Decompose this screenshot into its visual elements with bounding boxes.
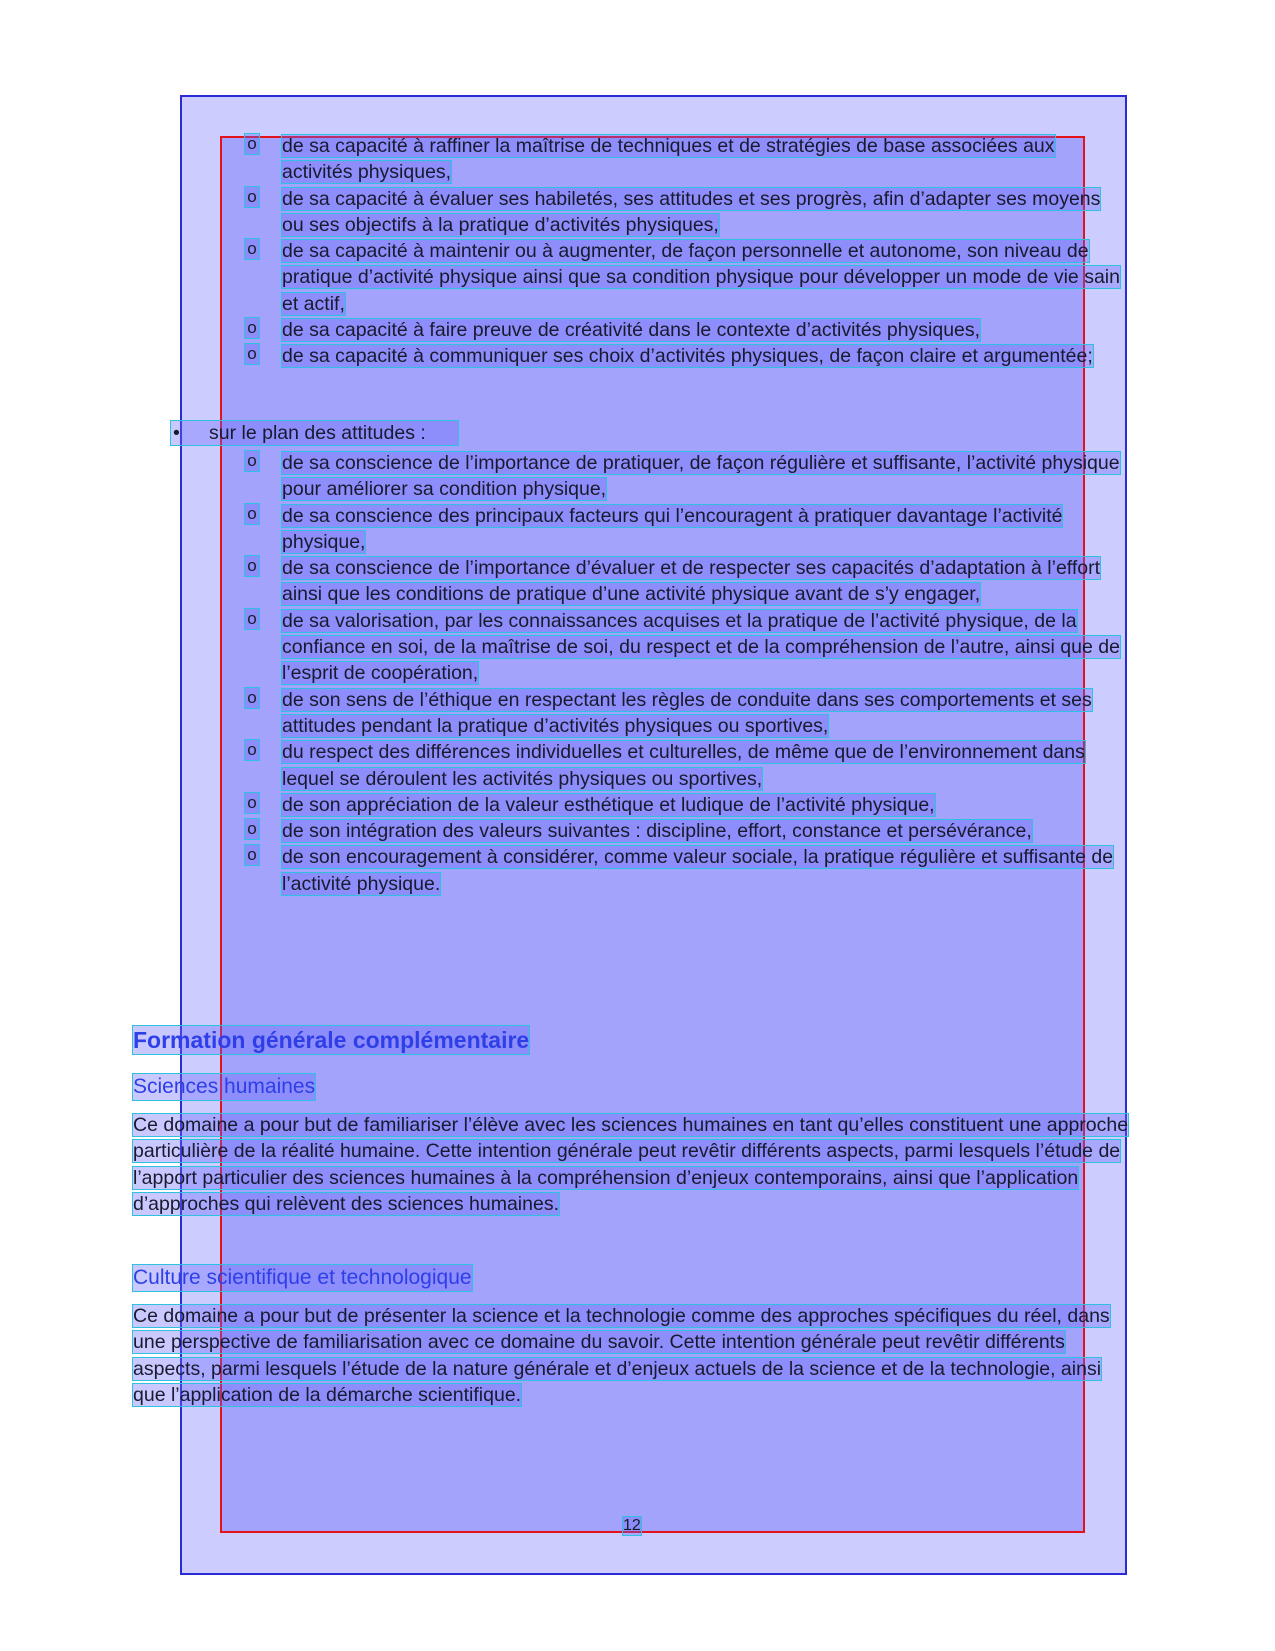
attitudes-heading-text: sur le plan des attitudes :: [209, 422, 426, 444]
list-item: [245, 133, 1125, 186]
circle-bullet-icon: o: [245, 609, 259, 629]
list-item: [245, 555, 1125, 608]
culture-scientifique-title: Culture scientifique et technologique: [133, 1266, 472, 1289]
circle-bullet-icon: o: [245, 451, 259, 471]
list-item-text: de sa capacité à évaluer ses habiletés, ses attitudes et ses progrès, afin d’adapter ses moyens ou ses objectifs à la pratique d’activités physiques,: [282, 187, 1101, 236]
circle-bullet-icon: o: [245, 239, 259, 259]
list-item: [245, 792, 1125, 818]
sciences-humaines-paragraph: [133, 1112, 1133, 1217]
list-item-text: de sa capacité à faire preuve de créativité dans le contexte d’activités physiques,: [282, 319, 981, 342]
list-item: [245, 687, 1125, 740]
section-title: Formation générale complémentaire: [133, 1027, 530, 1053]
list-item: [245, 186, 1125, 239]
attitudes-list: [245, 450, 1125, 897]
list-item: [245, 503, 1125, 556]
list-item-text: de son intégration des valeurs suivantes : discipline, effort, constance et persévérance,: [282, 820, 1032, 843]
list-item: [245, 343, 1125, 369]
list-item-text: de sa valorisation, par les connaissances acquises et la pratique de l’activité physique, de la confiance en soi, de la maîtrise de soi, du respect et de la compréhension de l’autre, ainsi que de l’esprit de coopération,: [282, 609, 1120, 685]
list-item-text: de sa capacité à maintenir ou à augmenter, de façon personnelle et autonome, son niveau de pratique d’activité physique ainsi que sa condition physique pour développer un mode de vie sain et actif,: [282, 240, 1120, 315]
circle-bullet-icon: o: [245, 318, 259, 338]
circle-bullet-icon: o: [245, 134, 259, 154]
list-item: [245, 608, 1125, 687]
list-item-text: de sa capacité à raffiner la maîtrise de techniques et de stratégies de base associées aux activités physiques,: [282, 135, 1055, 184]
list-item: [245, 844, 1125, 897]
capacities-list: [245, 133, 1125, 370]
list-item-text: du respect des différences individuelles et culturelles, de même que de l’environnement dans lequel se déroulent les activités physiques ou sportives,: [282, 741, 1085, 790]
circle-bullet-icon: o: [245, 504, 259, 524]
list-item-text: de sa conscience de l’importance de pratiquer, de façon régulière et suffisante, l’activité physique pour améliorer sa condition physique,: [282, 452, 1120, 501]
page-number: 12: [623, 1517, 641, 1534]
circle-bullet-icon: o: [245, 688, 259, 708]
list-item-text: de sa capacité à communiquer ses choix d’activités physiques, de façon claire et argumentée;: [282, 345, 1093, 368]
list-item: [245, 818, 1125, 844]
list-item-text: de son sens de l’éthique en respectant les règles de conduite dans ses comportements et ses attitudes pendant la pratique d’activités physiques ou sportives,: [282, 688, 1092, 737]
circle-bullet-icon: o: [245, 793, 259, 813]
culture-scientifique-paragraph: [133, 1303, 1133, 1408]
circle-bullet-icon: o: [245, 556, 259, 576]
list-item-text: de sa conscience des principaux facteurs qui l’encouragent à pratiquer davantage l’activité physique,: [282, 504, 1063, 553]
list-item-text: de son appréciation de la valeur esthétique et ludique de l’activité physique,: [282, 793, 935, 816]
circle-bullet-icon: o: [245, 187, 259, 207]
list-item-text: de son encouragement à considérer, comme valeur sociale, la pratique régulière et suffisante de l’activité physique.: [282, 846, 1114, 895]
circle-bullet-icon: o: [245, 845, 259, 865]
circle-bullet-icon: o: [245, 740, 259, 760]
culture-scientifique-text: Ce domaine a pour but de présenter la science et la technologie comme des approches spécifiques du réel, dans une perspective de familiarisation avec ce domaine du savoir. Cette intention générale peut revêtir différents aspects, parmi lesquels l’étude de la nature générale et d’enjeux actuels de la science et de la technologie, ainsi que l’application de la démarche scientifique.: [133, 1305, 1110, 1406]
circle-bullet-icon: o: [245, 819, 259, 839]
sciences-humaines-title: Sciences humaines: [133, 1075, 316, 1098]
list-item-text: de sa conscience de l’importance d’évaluer et de respecter ses capacités d’adaptation à l’effort ainsi que les conditions de pratique d’une activité physique avant de s’y engager,: [282, 557, 1101, 606]
list-item: [245, 450, 1125, 503]
list-item: [245, 739, 1125, 792]
list-item: [245, 238, 1125, 317]
bullet-marker: •: [173, 422, 180, 444]
circle-bullet-icon: o: [245, 344, 259, 364]
sciences-humaines-text: Ce domaine a pour but de familiariser l’élève avec les sciences humaines en tant qu’elles constituent une approche particulière de la réalité humaine. Cette intention générale peut revêtir différents aspects, parmi lesquels l’étude de l’apport particulier des sciences humaines à la compréhension d’enjeux contemporains, ainsi que l’application d’approches qui relèvent des sciences humaines.: [133, 1114, 1129, 1215]
attitudes-heading: [171, 421, 458, 445]
list-item: [245, 317, 1125, 343]
